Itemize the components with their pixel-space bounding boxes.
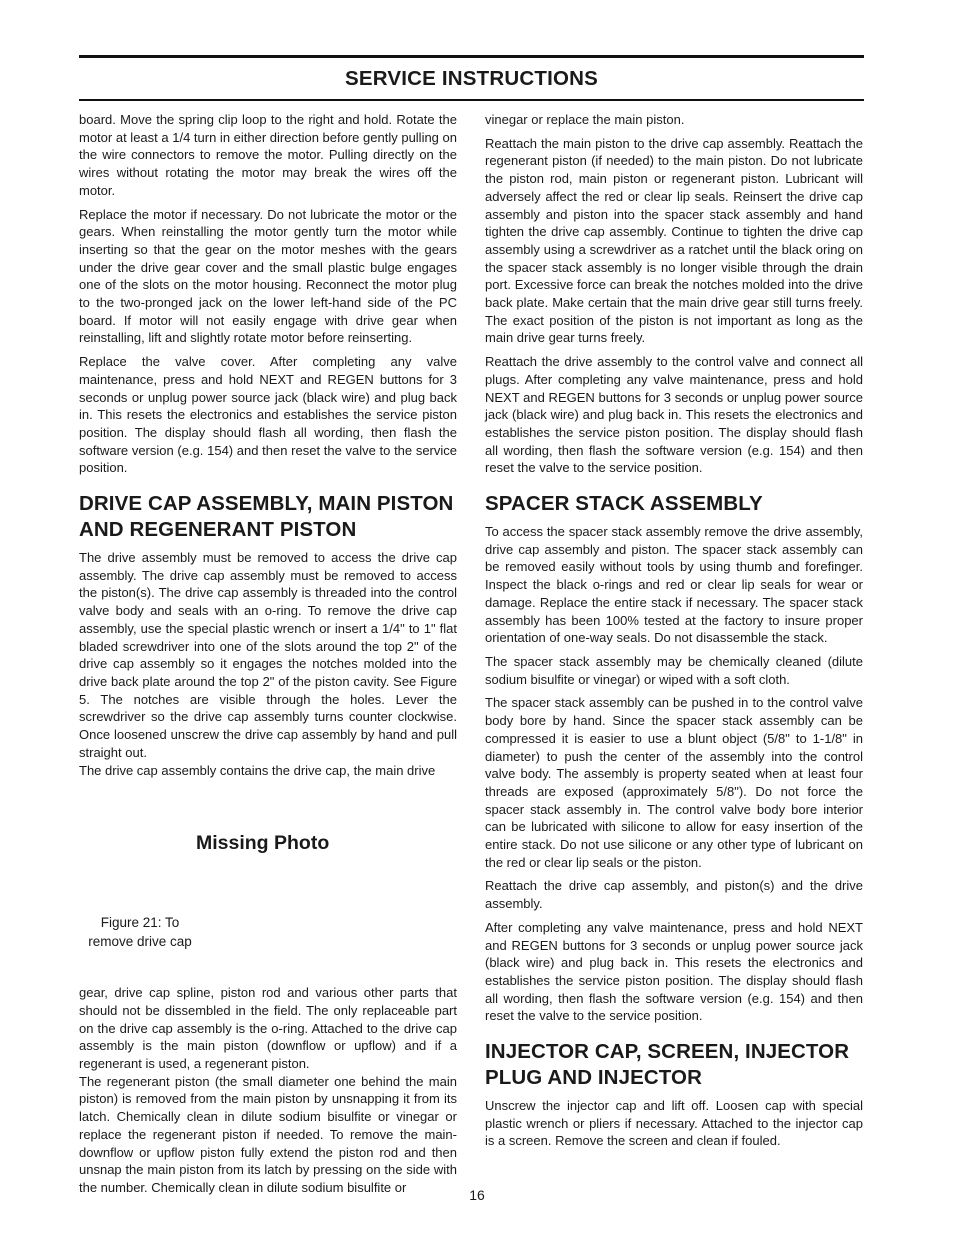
section-heading-drive-cap: DRIVE CAP ASSEMBLY, MAIN PISTON AND REGENERANT PISTON: [79, 492, 454, 542]
section-heading-spacer-stack: SPACER STACK ASSEMBLY: [485, 492, 763, 516]
figure-caption: Figure 21: To remove drive cap: [88, 915, 192, 950]
page-title: SERVICE INSTRUCTIONS: [344, 67, 599, 90]
page-number: 16: [469, 1187, 485, 1203]
paragraph: Reattach the main piston to the drive cap assembly. Reattach the regenerant piston (if needed) to the main piston. Do not lubricate the piston rod, main piston or regenerant piston. Lubricant will adversely affect the red or clear lip seals. Reinsert the drive cap assembly and piston into the spacer stack assembly and hand tighten the drive cap assembly. Continue to tighten the drive cap assembly using a screwdriver as a ratchet until the black oring on the spacer stack assembly is no longer visible through the drain port. Excessive force can break the notches molded into the drive back plate. Make certain that the main drive gear still turns freely. The exact position of the piston is not important as long as the main drive gear turns freely.: [485, 135, 863, 346]
paragraph: gear, drive cap spline, piston rod and various other parts that should not be dissembled in the field. The only replaceable part on the drive cap assembly is the o-ring. Attached to the drive cap assembly is the main piston (downflow or upflow) and if a regenerant is used, a regenerant piston.: [79, 985, 457, 1072]
figure-21: [79, 779, 457, 984]
paragraph: The regenerant piston (the small diameter one behind the main piston) is removed from the main piston by unsnapping it from its latch. Chemically clean in dilute sodium bisulfite or vinegar or replace the regenerant piston if needed. To remove the main-downflow or upflow piston fully extend the piston rod and then unsnap the main piston from its latch by pressing on the side with the number. Chemically clean in dilute sodium bisulfite or: [79, 1073, 457, 1195]
section-heading-injector: INJECTOR CAP, SCREEN, INJECTOR PLUG AND INJECTOR: [485, 1040, 850, 1090]
right-column: [485, 111, 863, 1156]
paragraph: vinegar or replace the main piston.: [485, 112, 685, 127]
paragraph: Unscrew the injector cap and lift off. Loosen cap with special plastic wrench or pliers if necessary. Attached to the injector cap is a screen. Remove the screen and clean if fouled.: [485, 1098, 863, 1149]
left-column: [79, 111, 457, 1197]
paragraph: After completing any valve maintenance, press and hold NEXT and REGEN buttons for 3 seconds or unplug power source jack (black wire) and plug back in. This resets the electronics and establishes the service piston position. The display should flash all wording, then flash the software version (e.g. 154) and then reset the valve to the service position.: [485, 919, 863, 1024]
paragraph: board. Move the spring clip loop to the right and hold. Rotate the motor at least a 1/4 turn in either direction before gently pulling on the wire connectors to remove the motor. Pulling directly on the wires without rotating the motor may break the wires off the motor.: [79, 112, 457, 198]
paragraph: Reattach the drive assembly to the control valve and connect all plugs. After completing any valve maintenance, press and hold NEXT and REGEN buttons for 3 seconds or unplug power source jack (black wire) and plug back in. This resets the electronics and establishes the service piston position. The display should flash all wording, then flash the software version (e.g. 154) and then reset the valve to the service position.: [485, 354, 863, 476]
paragraph: Replace the motor if necessary. Do not lubricate the motor or the gears. When reinstalling the motor gently turn the motor while inserting so that the gear on the motor meshes with the gears under the drive gear cover and the small plastic bulge engages one of the slots on the motor housing. Reconnect the motor plug to the two-pronged jack on the lower left-hand side of the PC board. If motor will not easily engage with drive gear when reinstalling, lift and slightly rotate motor before reinserting.: [79, 206, 457, 346]
header-bottom-rule: [79, 99, 864, 101]
paragraph: The spacer stack assembly may be chemically cleaned (dilute sodium bisulfite or vinegar) or wiped with a soft cloth.: [485, 653, 863, 687]
missing-photo-placeholder: Missing Photo: [196, 832, 330, 855]
paragraph: Replace the valve cover. After completing any valve maintenance, press and hold NEXT and REGEN buttons for 3 seconds or unplug power source jack (black wire) and plug back in. This resets the electronics and establishes the service piston position. The display should flash all wording, then flash the software version (e.g. 154) and then reset the valve to the service position.: [79, 354, 457, 476]
paragraph: Reattach the drive cap assembly, and piston(s) and the drive assembly.: [485, 878, 863, 912]
paragraph: The drive assembly must be removed to access the drive cap assembly. The drive cap assembly must be removed to access the piston(s). The drive cap assembly is threaded into the control valve body and seals with an o-ring. To remove the drive cap assembly, use the special plastic wrench or insert a 1/4" to 1" flat bladed screwdriver into one of the slots around the top 2" of the drive cap assembly so it engages the notches molded into the drive back plate around the top 2" of the piston cavity. See Figure 5. The notches are visible through the holes. Lever the screwdriver so the drive cap assembly turns counter clockwise. Once loosened unscrew the drive cap assembly by hand and pull straight out.: [79, 550, 457, 760]
page-header: [79, 55, 864, 101]
paragraph: The spacer stack assembly can be pushed in to the control valve body bore by hand. Since the spacer stack assembly can be compressed it is easier to use a blunt object (5/8" to 1-1/8" in diameter) to push the center of the assembly into the control valve body. The assembly is property seated when at least four threads are exposed (approximately 5/8"). Do not force the spacer stack assembly in. The control valve body bore interior can be lubricated with silicone to allow for easy insertion of the entire stack. Do not use silicone or any other type of lubricant on the red or clear lip seals or the piston.: [485, 695, 863, 870]
paragraph: The drive cap assembly contains the drive cap, the main drive: [79, 762, 436, 778]
paragraph: To access the spacer stack assembly remove the drive assembly, drive cap assembly and piston. The spacer stack assembly can be removed easily without tools by using thumb and forefinger. Inspect the black o-rings and red or clear lip seals for wear or damage. Replace the entire stack if necessary. The spacer stack assembly has been 100% tested at the factory to insure proper orientation of one-way seals. Do not disassemble the stack.: [485, 524, 863, 646]
